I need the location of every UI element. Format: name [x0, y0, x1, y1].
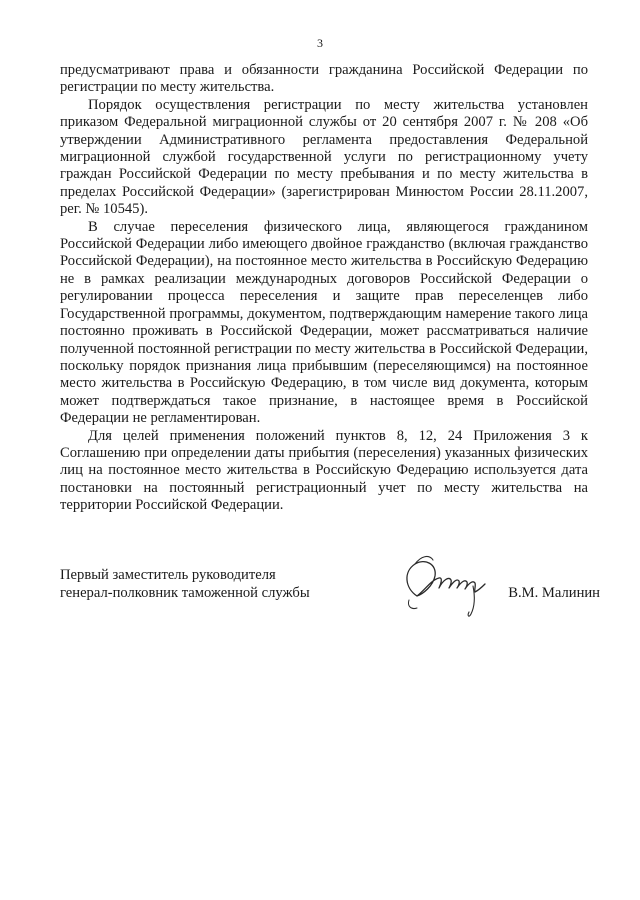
signatory-title [60, 566, 310, 602]
page-number: 3 [317, 36, 323, 50]
signatory-title-line-2: генерал-полковник таможенной службы [60, 585, 310, 601]
paragraph-4: Для целей применения положений пунктов 8, 12, 24 Приложения 3 к Соглашению при определении даты прибытия (переселения) указанных физических лиц на постоянное место жительства в Российскую Федерацию используется дата постановки на постоянный регистрационный учет по месту жительства на территории Российской Федерации. [60, 427, 588, 514]
handwritten-signature-icon [395, 550, 505, 620]
paragraph-2: Порядок осуществления регистрации по месту жительства установлен приказом Федеральной миграционной службы от 20 сентября 2007 г. № 208 «Об утверждении Административного регламента предоставления Федеральной миграционной службой государственной услуги по регистрационному учету граждан Российской Федерации по месту пребывания и по месту жительства в пределах Российской Федерации» (зарегистрирован Минюстом России 28.11.2007, рег. № 10545). [60, 96, 588, 218]
paragraph-3: В случае переселения физического лица, являющегося гражданином Российской Федерации либо имеющего двойное гражданство (включая гражданство Российской Федерации), на постоянное место жительства в Российскую Федерацию не в рамках реализации международных договоров Российской Федерации о регулировании процесса переселения и защите прав переселенцев либо Государственной программы, документом, подтверждающим намерение такого лица постоянно проживать в Российской Федерации, может рассматриваться наличие полученной постоянной регистрации по месту жительства в Российской Федерации, поскольку порядок признания лица прибывшим (переселяющимся) на постоянное место жительства в Российскую Федерацию, в том числе вид документа, которым может подтверждаться такое признание, в настоящее время в Российской Федерации не регламентирован. [60, 218, 588, 427]
document-body [60, 62, 588, 515]
signatory-name: В.М. Малинин [508, 585, 600, 601]
signature-block [60, 566, 600, 646]
signatory-title-line-1: Первый заместитель руководителя [60, 567, 276, 583]
paragraph-1: предусматривают права и обязанности гражданина Российской Федерации по регистрации по месту жительства. [60, 62, 588, 96]
